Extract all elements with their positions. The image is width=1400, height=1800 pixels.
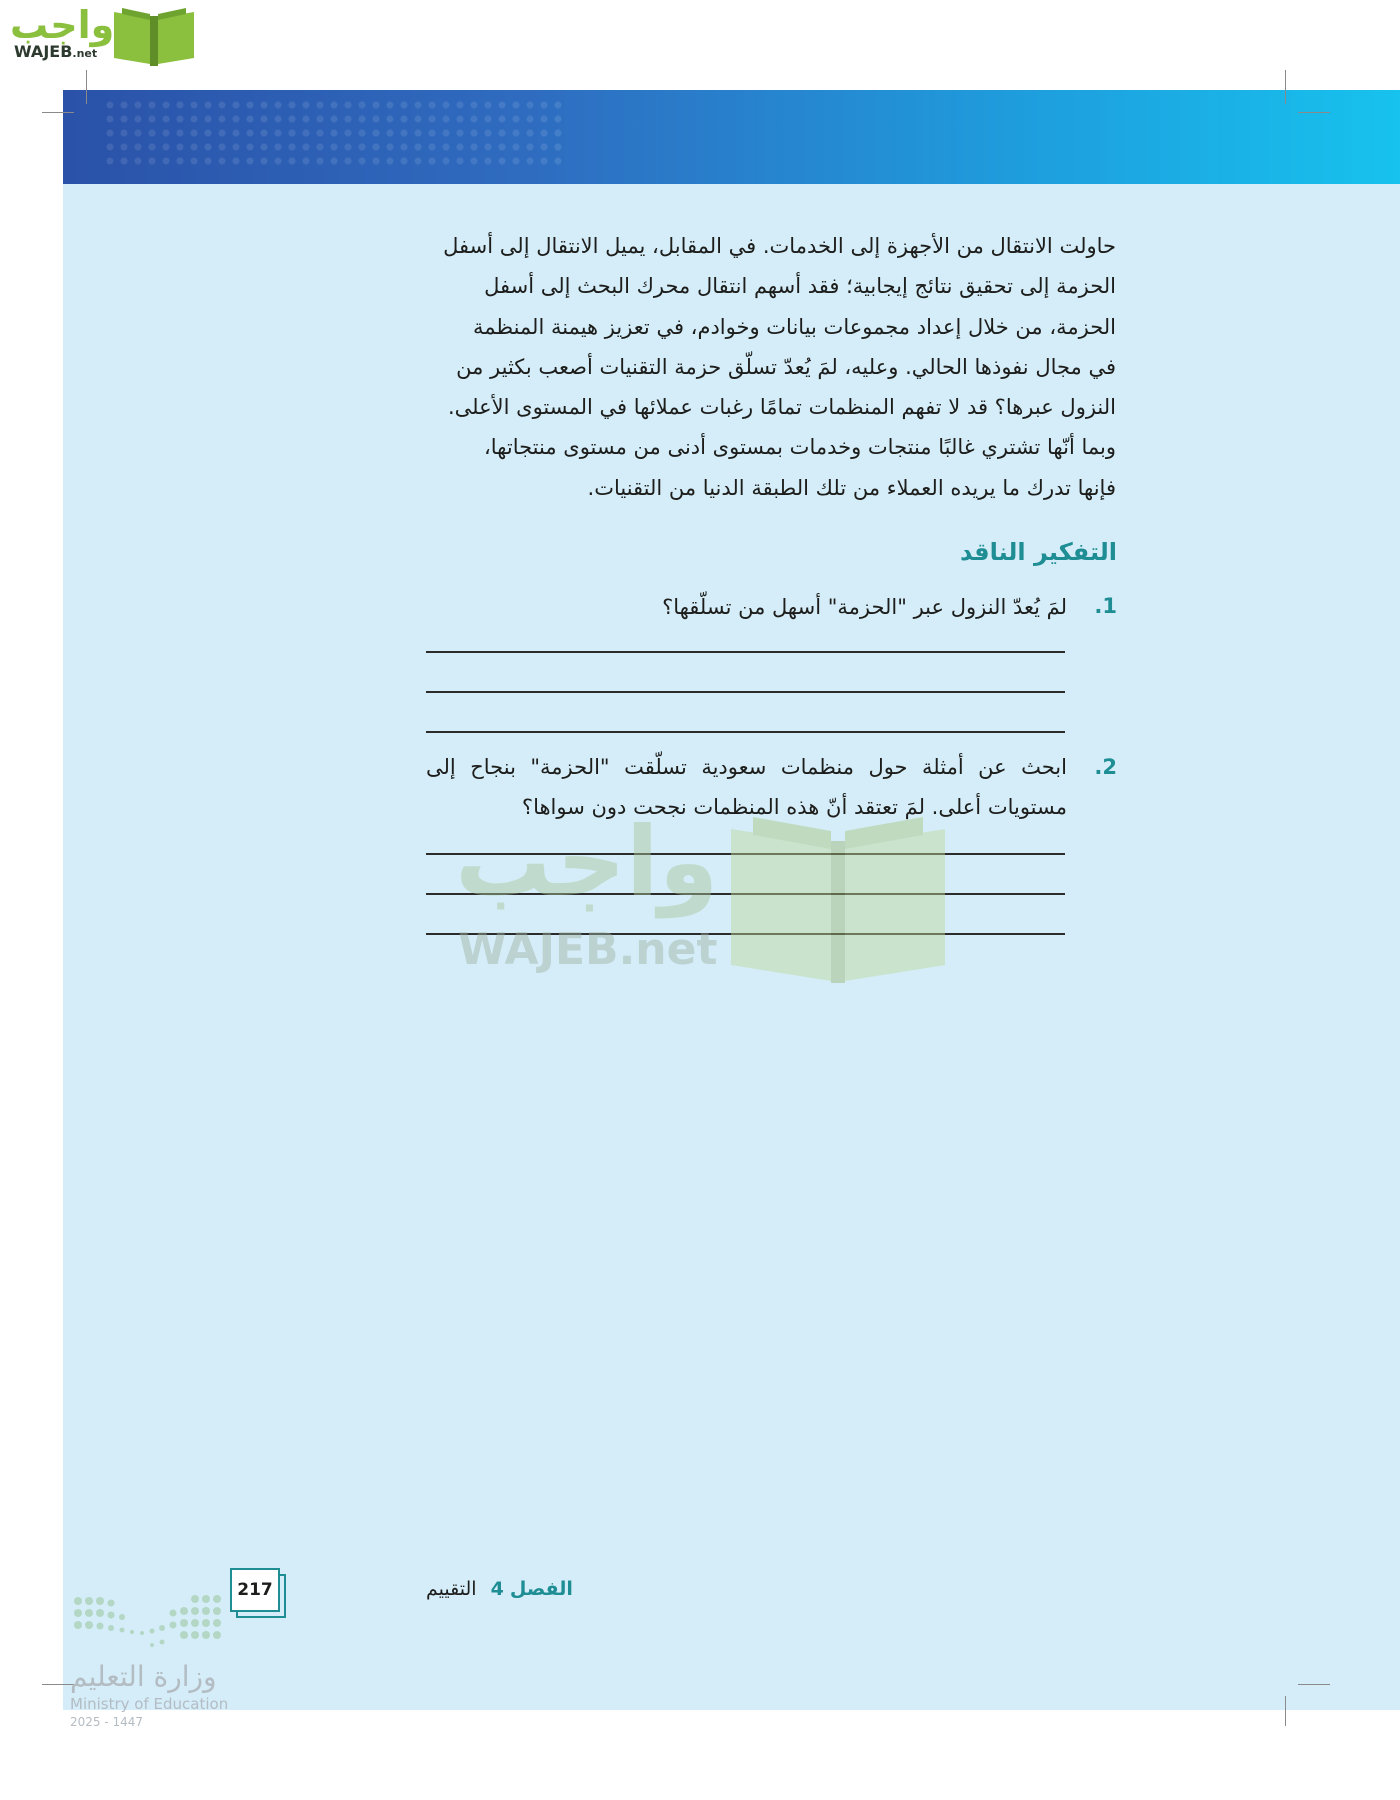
crop-mark xyxy=(1298,1684,1330,1685)
paragraph-line: الحزمة إلى تحقيق نتائج إيجابية؛ فقد أسهم انتقال محرك البحث إلى أسفل xyxy=(484,274,1116,299)
crop-mark xyxy=(42,112,74,113)
section-title: التفكير الناقد xyxy=(960,538,1117,566)
logo-arabic-text: واجب xyxy=(10,3,115,47)
answer-line[interactable] xyxy=(426,731,1065,733)
question-number: .2 xyxy=(1094,755,1117,779)
paragraph-line: حاولت الانتقال من الأجهزة إلى الخدمات. في المقابل، يميل الانتقال إلى أسفل xyxy=(443,234,1116,258)
chapter-label: الفصل xyxy=(509,1578,573,1600)
paragraph-line: في مجال نفوذها الحالي. وعليه، لمَ يُعدّ تسلّق حزمة التقنيات أصعب بكثير من xyxy=(456,354,1116,379)
paragraph-line: فإنها تدرك ما يريده العملاء من تلك الطبقة الدنيا من التقنيات. xyxy=(587,475,1116,500)
header-pattern xyxy=(103,98,563,168)
header-band xyxy=(63,90,1400,184)
watermark-book-icon xyxy=(723,815,953,985)
ministry-year: 2025 - 1447 xyxy=(70,1715,144,1729)
body-paragraph xyxy=(426,226,1116,508)
logo-english-text: WAJEB.net xyxy=(14,42,98,61)
crop-mark xyxy=(1285,1696,1286,1726)
question-text: لمَ يُعدّ النزول عبر "الحزمة" أسهل من تسلّقها؟ xyxy=(662,595,1067,619)
chapter-number: 4 xyxy=(490,1578,504,1600)
crop-mark xyxy=(1298,112,1330,113)
question-number: .1 xyxy=(1094,594,1117,618)
answer-line[interactable] xyxy=(426,691,1065,693)
wajeb-logo[interactable] xyxy=(10,2,190,70)
watermark-english: WAJEB.net xyxy=(458,924,718,975)
ministry-english: Ministry of Education xyxy=(70,1695,229,1713)
paragraph-line: الحزمة، من خلال إعداد مجموعات بيانات وخوادم، في تعزيز هيمنة المنظمة xyxy=(472,314,1116,339)
question-line: مستويات أعلى. لمَ تعتقد أنّ هذه المنظمات نجحت دون سواها؟ xyxy=(521,795,1067,819)
ministry-arabic: وزارة التعليم xyxy=(70,1660,217,1693)
crop-mark xyxy=(1285,70,1286,104)
paragraph-line: وبما أنّها تشتري غالبًا منتجات وخدمات بمستوى أدنى من مستوى منتجاتها، xyxy=(484,435,1116,460)
footer-chapter-info xyxy=(426,1578,573,1600)
question-line: ابحث عن أمثلة حول منظمات سعودية تسلّقت "الحزمة" بنجاح إلى xyxy=(426,755,1067,779)
watermark xyxy=(455,806,955,990)
watermark-arabic: واجب xyxy=(455,806,719,918)
paragraph-line: النزول عبرها؟ قد لا تفهم المنظمات تمامًا رغبات عملائها في المستوى الأعلى. xyxy=(448,395,1116,420)
answer-line[interactable] xyxy=(426,651,1065,653)
chapter-title: التقييم xyxy=(426,1578,477,1600)
crop-mark xyxy=(86,70,87,104)
page-number: 217 xyxy=(230,1568,280,1612)
book-icon xyxy=(110,6,198,68)
ministry-logo-icon xyxy=(72,1595,232,1655)
